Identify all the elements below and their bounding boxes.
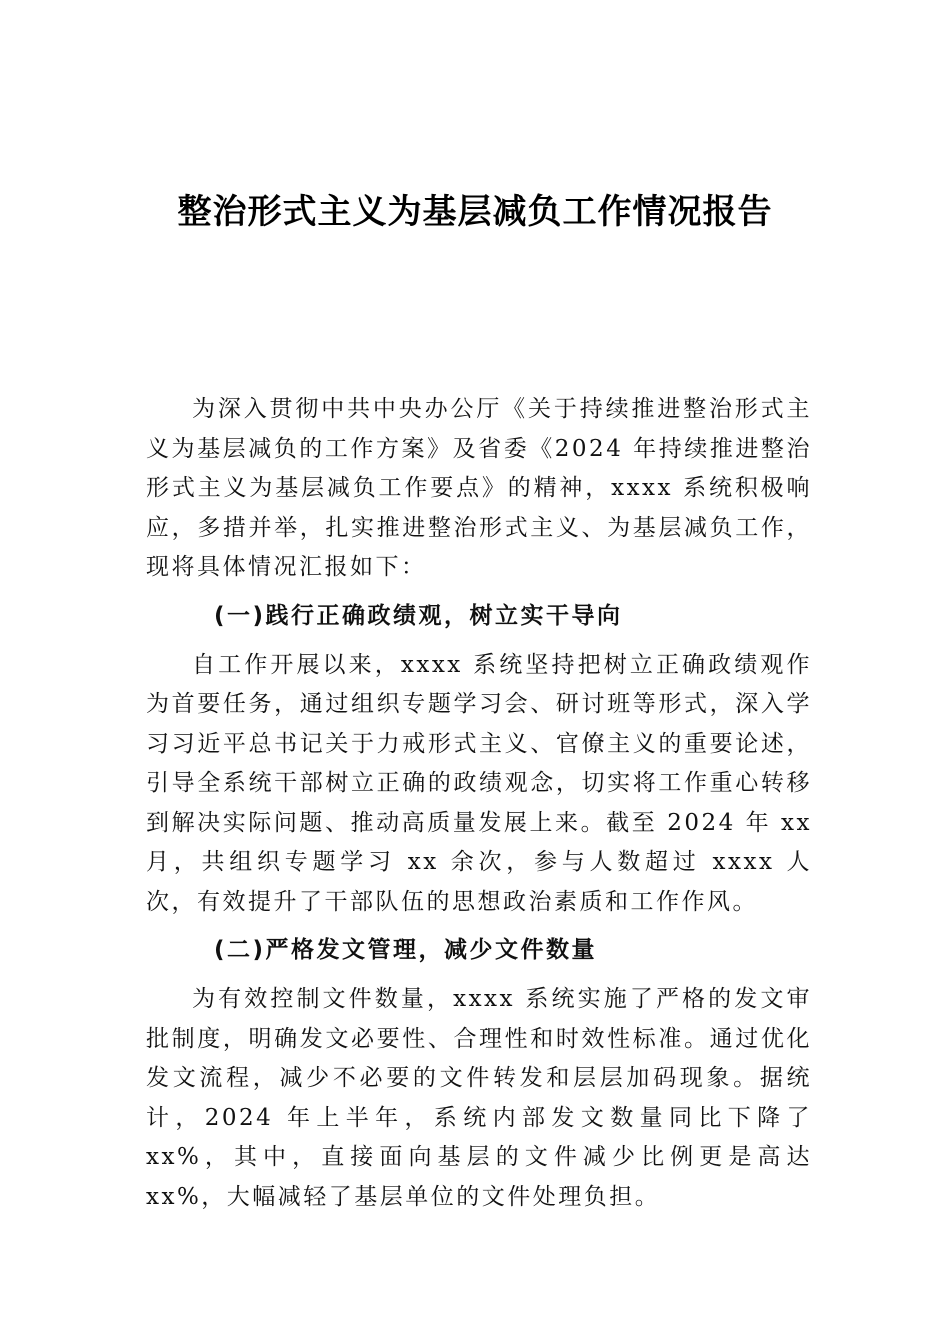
section-paragraph-2: 为有效控制文件数量，xxxx 系统实施了严格的发文审批制度，明确发文必要性、合理性和时效性标准。通过优化发文流程，减少不必要的文件转发和层层加码现象。据统计，2024 年上半年，系统内部发文数量同比下降了 xx%，其中，直接面向基层的文件减少比例更是高达 xx%，大幅减轻了基层单位的文件处理负担。 — [146, 986, 812, 1210]
intro-paragraph: 为深入贯彻中共中央办公厅《关于持续推进整治形式主义为基层减负的工作方案》及省委《2024 年持续推进整治形式主义为基层减负工作要点》的精神，xxxx 系统积极响应，多措并举，扎实推进整治形式主义、为基层减负工作，现将具体情况汇报如下： — [146, 396, 812, 580]
section-paragraph-1: 自工作开展以来，xxxx 系统坚持把树立正确政绩观作为首要任务，通过组织专题学习会、研讨班等形式，深入学习习近平总书记关于力戒形式主义、官僚主义的重要论述，引导全系统干部树立正确的政绩观念，切实将工作重心转移到解决实际问题、推动高质量发展上来。截至 2024 年 xx 月，共组织专题学习 xx 余次，参与人数超过 xxxx 人次，有效提升了干部队伍的思想政治素质和工作作风。 — [146, 651, 812, 915]
document-body — [146, 390, 812, 1217]
section-heading-2: (二)严格发文管理，减少文件数量 — [214, 937, 598, 963]
section-heading-1: (一)践行正确政绩观，树立实干导向 — [214, 602, 623, 629]
page-title: 整治形式主义为基层减负工作情况报告 — [177, 192, 773, 232]
